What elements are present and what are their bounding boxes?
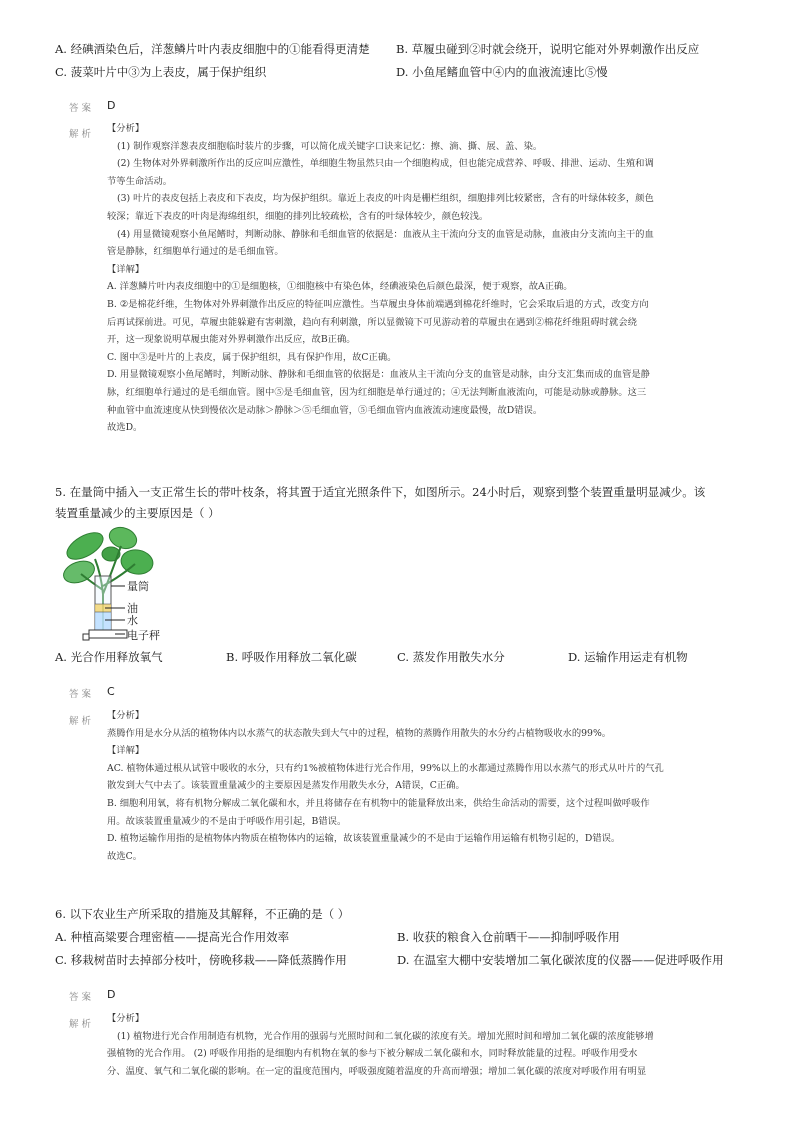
analysis-line: 分、温度、氧气和二氧化碳的影响。在一定的温度范围内，呼吸强度随着温度的升高而增强；增加二氧化碳的浓度对呼吸作用有明显 — [107, 1065, 647, 1077]
q5-option-b: B. 呼吸作用释放二氧化碳 — [226, 650, 357, 664]
q6-option-c: C. 移栽树苗时去掉部分枝叶，傍晚移栽——降低蒸腾作用 — [55, 953, 347, 967]
figure-label-oil: 油 — [127, 602, 138, 615]
analysis-line: 后再试探前进。可见，草履虫能躲避有害刺激，趋向有利刺激，所以显微镜下可见游动着的草履虫在遇到②棉花纤维阻碍时就会绕 — [107, 316, 637, 328]
analysis-line: AC. 植物体通过根从试管中吸收的水分，只有约1%被植物体进行光合作用，99%以上的水都通过蒸腾作用以水蒸气的形式从叶片的气孔 — [107, 762, 664, 774]
q6-option-a: A. 种植高粱要合理密植——提高光合作用效率 — [55, 930, 290, 944]
q5-answer-label: 答案 — [69, 689, 95, 700]
q6-analysis-label: 解析 — [69, 1019, 95, 1030]
q6-analysis — [107, 1010, 747, 1080]
q5-analysis-label: 解析 — [69, 716, 95, 727]
q6-option-d: D. 在温室大棚中安装增加二氧化碳浓度的仪器——促进呼吸作用 — [397, 953, 724, 967]
figure-label-water: 水 — [127, 614, 138, 627]
analysis-line: 【详解】 — [107, 263, 145, 275]
q4-answer-label: 答案 — [69, 103, 95, 114]
q5-option-a: A. 光合作用释放氧气 — [55, 650, 163, 664]
q4-option-a: A. 经碘酒染色后，洋葱鳞片叶内表皮细胞中的①能看得更清楚 — [55, 42, 370, 56]
q4-analysis-label: 解析 — [69, 129, 95, 140]
q6-stem: 6. 以下农业生产所采取的措施及其解释，不正确的是（ ） — [55, 907, 350, 921]
q4-option-d: D. 小鱼尾鳍血管中④内的血液流速比⑤慢 — [396, 65, 608, 79]
analysis-line: 【分析】 — [107, 123, 145, 134]
q5-option-c: C. 蒸发作用散失水分 — [397, 650, 505, 664]
analysis-line: 故选D。 — [107, 422, 143, 434]
analysis-line: 散发到大气中去了。该装置重量减少的主要原因是蒸发作用散失水分，A错误，C正确。 — [107, 780, 465, 792]
analysis-line: (1) 植物进行光合作用制造有机物，光合作用的强弱与光照时间和二氧化碳的浓度有关。增加光照时间和增加二氧化碳的浓度能够增 — [117, 1030, 654, 1042]
analysis-line: 开，这一现象说明草履虫能对外界刺激作出反应，故B正确。 — [107, 334, 356, 346]
q6-answer: D — [107, 988, 116, 1001]
q4-option-c: C. 菠菜叶片中③为上表皮，属于保护组织 — [55, 65, 267, 79]
figure-label-scale: 电子秤 — [127, 629, 160, 642]
analysis-line: 较深；靠近下表皮的叶肉是海绵组织，细胞的排列比较疏松，含有的叶绿体较少，颜色较浅。 — [107, 210, 489, 222]
analysis-line: 脉，红细胞单行通过的是毛细血管。图中⑤是毛细血管，因为红细胞是单行通过的；④无法判断血液流向，可能是动脉或静脉。这三 — [107, 386, 647, 398]
q5-option-d: D. 运输作用运走有机物 — [568, 650, 688, 664]
analysis-line: C. 图中③是叶片的上表皮，属于保护组织，具有保护作用，故C正确。 — [107, 351, 397, 363]
analysis-line: 用。故该装置重量减少的不是由于呼吸作用引起，B错误。 — [107, 815, 347, 827]
analysis-line: 故选C。 — [107, 850, 143, 862]
q5-stem-line2: 装置重量减少的主要原因是（ ） — [55, 506, 220, 520]
analysis-line: 强植物的光合作用。 (2) 呼吸作用指的是细胞内有机物在氧的参与下被分解成二氧化碳和水，同时释放能量的过程。呼吸作用受水 — [107, 1048, 638, 1060]
analysis-line: (1) 制作观察洋葱表皮细胞临时装片的步骤，可以简化成关键字口诀来记忆：擦、滴、撕、展、盖、染。 — [117, 140, 543, 152]
q5-answer: C — [107, 685, 115, 698]
figure-label-cylinder: 量筒 — [127, 580, 149, 593]
analysis-line: (4) 用显微镜观察小鱼尾鳍时，判断动脉、静脉和毛细血管的依据是：血液从主干流向分支的血管是动脉，血液由分支流向主干的血 — [117, 228, 654, 240]
analysis-line: 【分析】 — [107, 1013, 145, 1024]
analysis-line: A. 洋葱鳞片叶内表皮细胞中的①是细胞核，①细胞核中有染色体，经碘液染色后颜色最深，便于观察，故A正确。 — [107, 281, 573, 293]
analysis-line: 节等生命活动。 — [107, 175, 173, 187]
q6-answer-label: 答案 — [69, 992, 95, 1003]
analysis-line: 种血管中血流速度从快到慢依次是动脉＞静脉＞⑤毛细血管，⑤毛细血管内血液流动速度最慢，故D错误。 — [107, 404, 543, 416]
q4-option-b: B. 草履虫碰到②时就会绕开，说明它能对外界刺激作出反应 — [396, 42, 700, 56]
analysis-line: 【分析】 — [107, 710, 145, 721]
analysis-line: (3) 叶片的表皮包括上表皮和下表皮，均为保护组织。靠近上表皮的叶肉是栅栏组织，细胞排列比较紧密，含有的叶绿体较多，颜色 — [117, 193, 654, 205]
analysis-line: B. 细胞利用氧，将有机物分解成二氧化碳和水，并且将储存在有机物中的能量释放出来，供给生命活动的需要，这个过程叫做呼吸作 — [107, 797, 650, 809]
analysis-line: B. ②是棉花纤维，生物体对外界刺激作出反应的特征叫应激性。当草履虫身体前端遇到棉花纤维时，它会采取后退的方式，改变方向 — [107, 298, 649, 310]
analysis-line: (2) 生物体对外界刺激所作出的反应叫应激性，单细胞生物虽然只由一个细胞构成，但也能完成营养、呼吸、排泄、运动、生殖和调 — [117, 158, 654, 170]
q5-figure — [55, 524, 185, 646]
q4-analysis — [107, 120, 747, 437]
analysis-line: 【详解】 — [107, 745, 145, 757]
analysis-line: 蒸腾作用是水分从活的植物体内以水蒸气的状态散失到大气中的过程，植物的蒸腾作用散失的水分约占植物吸收水的99%。 — [107, 727, 612, 739]
q4-answer: D — [107, 99, 116, 112]
q5-stem-line1: 5. 在量筒中插入一支正常生长的带叶枝条，将其置于适宜光照条件下，如图所示。24小时后，观察到整个装置重量明显减少。该 — [55, 485, 706, 499]
q5-analysis — [107, 707, 747, 865]
analysis-line: 管是静脉，红细胞单行通过的是毛细血管。 — [107, 246, 284, 258]
analysis-line: D. 植物运输作用指的是植物体内物质在植物体内的运输，故该装置重量减少的不是由于运输作用运输有机物引起的，D错误。 — [107, 833, 621, 845]
q6-option-b: B. 收获的粮食入仓前晒干——抑制呼吸作用 — [397, 930, 620, 944]
analysis-line: D. 用显微镜观察小鱼尾鳍时，判断动脉、静脉和毛细血管的依据是：血液从主干流向分支的血管是动脉，由分支汇集而成的血管是静 — [107, 369, 650, 381]
